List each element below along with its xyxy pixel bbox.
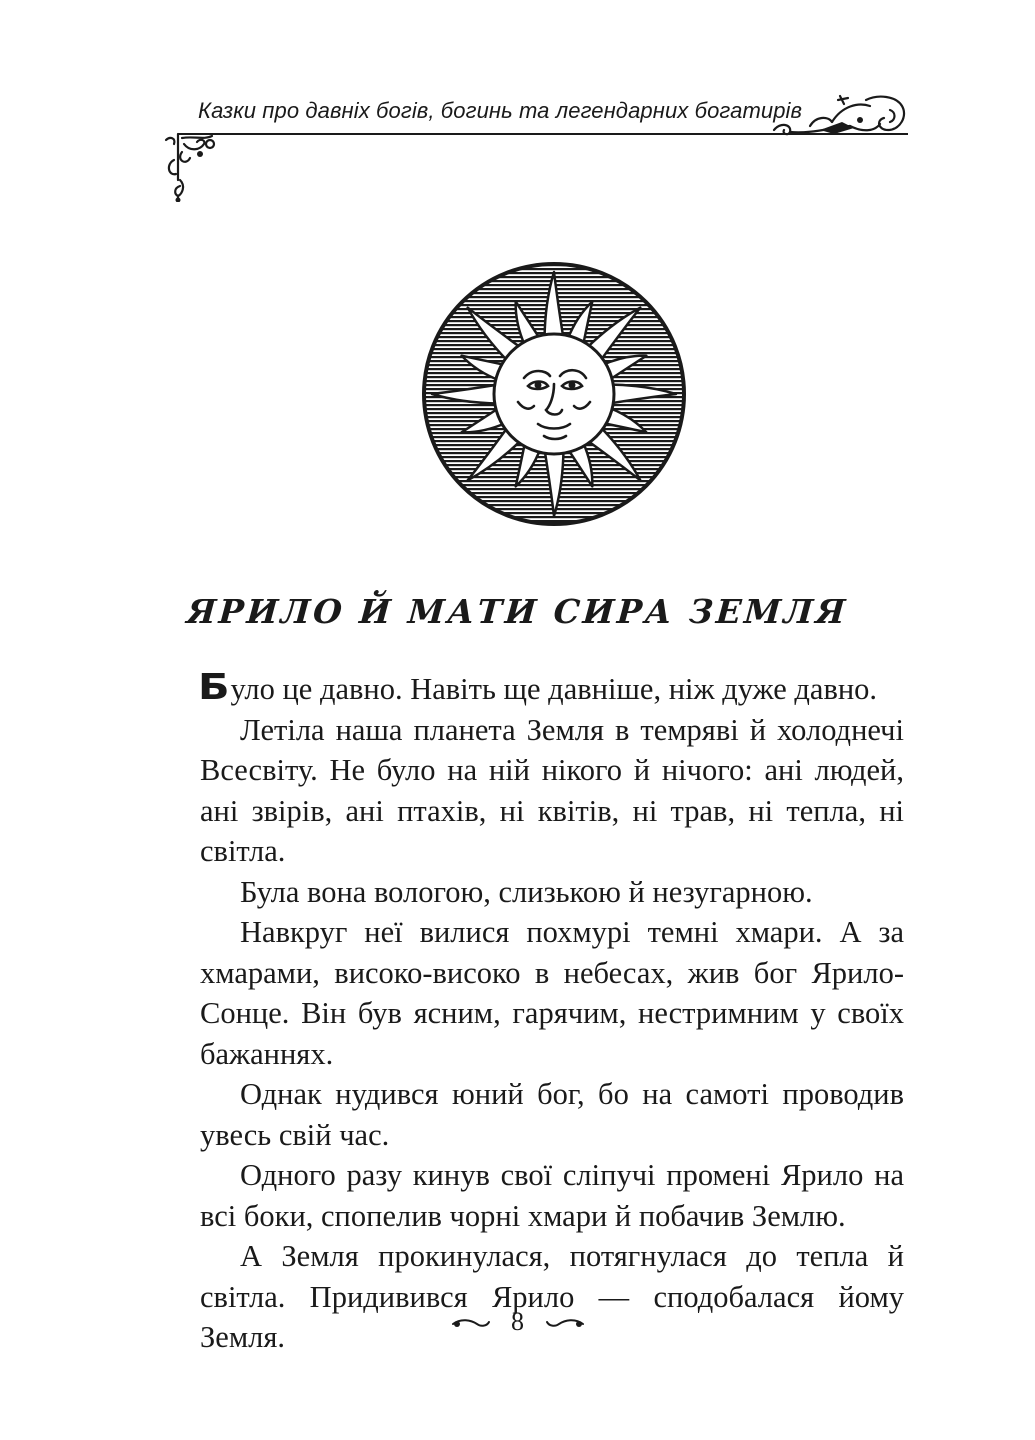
drop-cap: Б xyxy=(197,667,230,708)
paragraph: Була вона вологою, слизькою й незугарною. xyxy=(240,874,813,909)
page-number: 8 xyxy=(511,1307,524,1337)
swirl-right-icon xyxy=(545,1312,585,1332)
sun-illustration xyxy=(420,260,688,528)
paragraph: Однак нудився юний бог, бо на самоті проводив увесь свій час. xyxy=(200,1077,904,1152)
page-footer xyxy=(0,1305,1035,1337)
corner-ornament-icon xyxy=(160,130,230,202)
body-text xyxy=(197,667,904,1358)
paragraph: Навкруг неї вилися похмурі темні хмари. А за хмарами, високо-високо в небесах, жив бог Ярило-Сонце. Він був ясним, гарячим, нестримним у своїх бажаннях. xyxy=(200,915,904,1071)
paragraph-text: уло це давно. Навіть ще давніше, ніж дуже давно. xyxy=(230,672,878,706)
vine-ornament-icon xyxy=(770,92,915,144)
chapter-title: ЯРИЛО Й МАТИ СИРА ЗЕМЛЯ xyxy=(185,592,850,631)
paragraph: Летіла наша планета Земля в темряві й холоднечі Всесвіту. Не було на ній нікого й нічого: ані людей, ані звірів, ані птахів, ні квітів, ні трав, ні тепла, ні світла. xyxy=(200,712,904,868)
paragraph: А Земля прокинулася, потягнулася до тепла й світла. Придивився Ярило — сподобалася йому Земля. xyxy=(200,1239,904,1354)
paragraph xyxy=(197,667,904,710)
running-head: Казки про давніх богів, богинь та легендарних богатирів xyxy=(198,98,803,123)
paragraph: Одного разу кинув свої сліпучі промені Ярило на всі боки, спопелив чорні хмари й побачив Землю. xyxy=(200,1158,904,1233)
swirl-left-icon xyxy=(451,1312,491,1332)
